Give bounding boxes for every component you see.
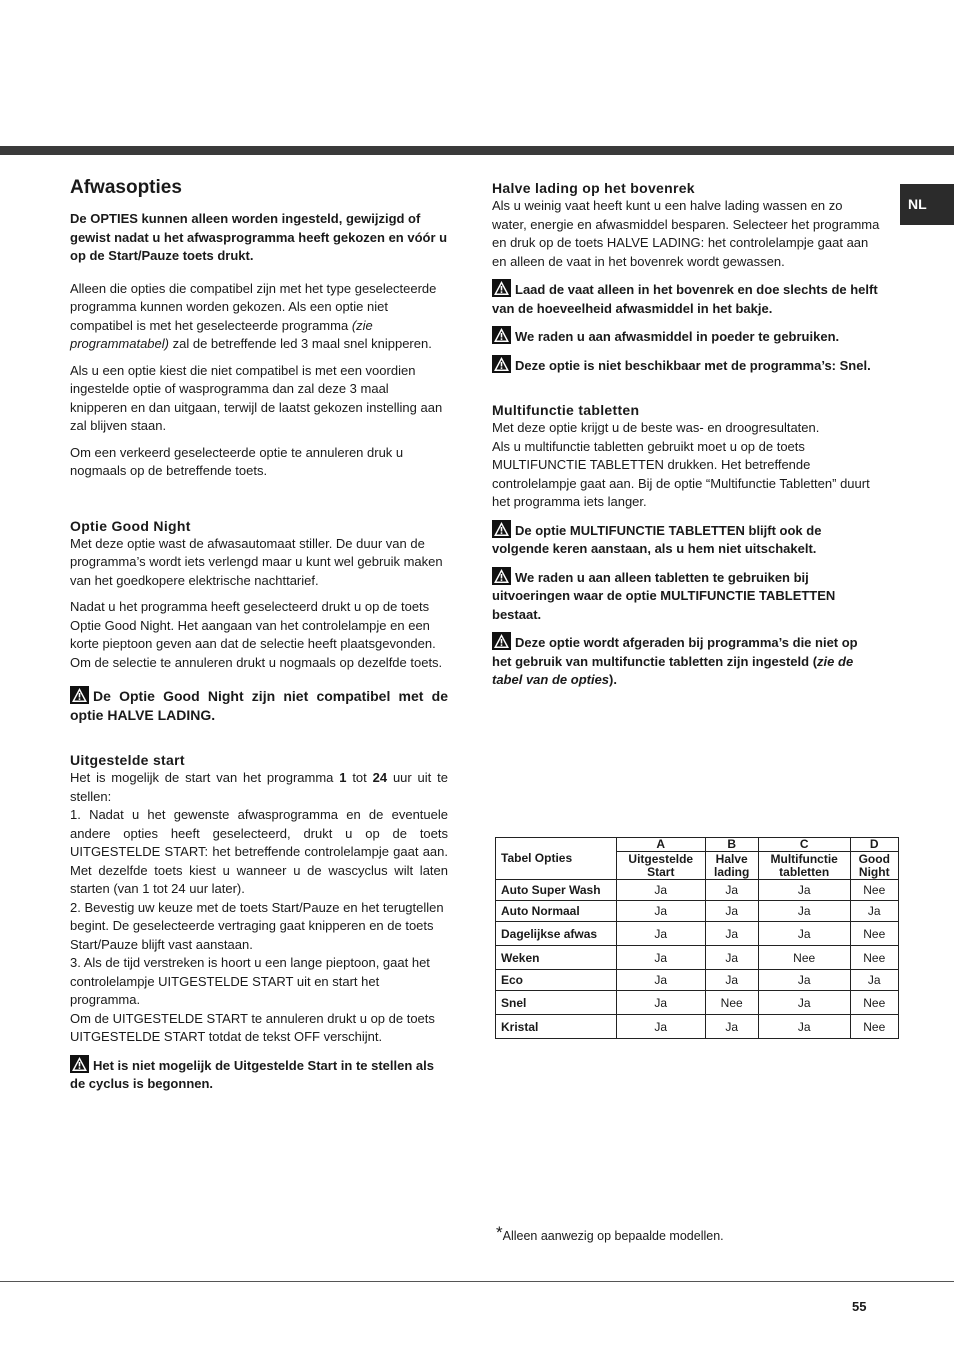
footnote-text: Alleen aanwezig op bepaalde modellen. (502, 1229, 724, 1243)
delayed-start-warning (70, 1055, 448, 1094)
warning-triangle-icon (492, 567, 511, 585)
column-header-line1: Halve (715, 851, 748, 866)
footnote-star: * (496, 1223, 503, 1242)
intro-notice: De OPTIES kunnen alleen worden ingesteld, gewijzigd of gewist nadat u het afwasprogramma heeft gekozen en vóór u op de Start/Pauze toets drukt. (70, 211, 448, 263)
table-cell: Nee (850, 880, 898, 901)
table-cell: Nee (850, 991, 898, 1015)
half-load-warning-3 (492, 355, 880, 376)
right-column (492, 179, 880, 698)
table-corner-label: Tabel Opties (496, 838, 617, 880)
row-program: Dagelijkse afwas (496, 922, 617, 946)
column-header (758, 852, 850, 880)
delayed-start-intro (70, 769, 448, 806)
row-program: Eco (496, 970, 617, 991)
table-cell: Ja (705, 970, 758, 991)
table-cell: Ja (758, 970, 850, 991)
table-cell: Ja (705, 901, 758, 922)
table-cell: Nee (705, 991, 758, 1015)
table-cell: Ja (850, 901, 898, 922)
warning-triangle-icon (70, 686, 89, 704)
column-letter: D (850, 838, 898, 852)
table-row (496, 946, 899, 970)
page-title: Afwasopties (70, 177, 182, 198)
warning-triangle-icon (492, 326, 511, 344)
table-cell: Ja (617, 922, 706, 946)
good-night-heading: Optie Good Night (70, 517, 191, 534)
table-cell: Ja (758, 922, 850, 946)
multi-tabs-body-2: Als u multifunctie tabletten gebruikt moet u op de toets MULTIFUNCTIE TABLETTEN drukken. Het betreffende controlelampje gaat aan. Bij de optie “Multifunctie Tabletten” duurt het programma iets langer. (492, 438, 870, 509)
column-header (850, 852, 898, 880)
delayed-start-step3: 3. Als de tijd verstreken is hoort u een lange pieptoon, gaat het controlelampje UITGESTELDE START uit en start het programma. (70, 955, 430, 1007)
delayed-start-step2: 2. Bevestig uw keuze met de toets Start/Pauze en het terugtellen begint. De geselecteerde vertraging gaat knipperen en de toets Start/Pauze blijft vast aanstaan. (70, 899, 444, 952)
multi-tabs-warning-3-text-b: ). (609, 672, 617, 687)
table-cell: Ja (705, 922, 758, 946)
good-night-warning (70, 686, 448, 725)
column-letter: B (705, 838, 758, 852)
warning-triangle-icon (492, 632, 511, 650)
column-header-line1: Multifunctie (770, 851, 838, 866)
warning-triangle-icon (70, 1055, 89, 1073)
row-program: Snel (496, 991, 617, 1015)
table-cell: Ja (758, 991, 850, 1015)
page-number: 55 (852, 1299, 867, 1314)
multi-tabs-warning-2-text: We raden u aan alleen tabletten te gebruiken bij uitvoeringen waar de optie MULTIFUNCTIE TABLETTEN bestaat. (492, 569, 836, 622)
row-program: Auto Normaal (496, 901, 617, 922)
table-row (496, 901, 899, 922)
column-header-line2: Night (858, 864, 890, 879)
table-cell: Ja (705, 880, 758, 901)
table-row (496, 880, 899, 901)
table-cell: Nee (850, 922, 898, 946)
table-row (496, 970, 899, 991)
half-load-body: Als u weinig vaat heeft kunt u een halve lading wassen en zo water, energie en afwasmiddel besparen. Selecteer het programma en druk op de toets HALVE LADING: het controlelampje gaat aan en alleen de vaat in het bovenrek wordt gewassen. (492, 198, 880, 269)
column-header (705, 852, 758, 880)
table-cell: Ja (850, 970, 898, 991)
table-cell: Ja (617, 946, 706, 970)
half-load-warning-1-text: Laad de vaat alleen in het bovenrek en doe slechts de helft van de hoeveelheid afwasmiddel in het bakje. (492, 282, 878, 316)
delayed-start-cancel: Om de UITGESTELDE START te annuleren drukt u op de toets UITGESTELDE START totdat de tekst OFF verschijnt. (70, 1010, 435, 1044)
column-header-line2: Start (647, 864, 675, 879)
table-cell: Ja (617, 991, 706, 1015)
language-tab: NL (900, 184, 954, 225)
row-program: Auto Super Wash (496, 880, 617, 901)
multi-tabs-heading: Multifunctie tabletten (492, 402, 640, 418)
ds-num-24: 24 (372, 770, 388, 785)
delayed-start-warning-text: Het is niet mogelijk de Uitgestelde Start in te stellen als de cyclus is begonnen. (70, 1057, 434, 1091)
good-night-p2: Nadat u het programma heeft geselecteerd drukt u op de toets Optie Good Night. Het aangaan van het controlelampje en een korte pieptoon geven aan dat de selectie heeft plaatsgevonden. (70, 599, 436, 651)
table-cell: Ja (705, 946, 758, 970)
compat-text-b: zal de betreffende led 3 maal snel knipperen. (172, 336, 432, 351)
table-cell: Ja (617, 970, 706, 991)
good-night-p3: Om de selectie te annuleren drukt u nogmaals op dezelfde toets. (70, 654, 443, 670)
table-cell: Ja (758, 1015, 850, 1039)
delayed-start-body (70, 769, 448, 1047)
table-row (496, 1015, 899, 1039)
column-header-line2: lading (714, 864, 750, 879)
multi-tabs-warning-1 (492, 520, 880, 559)
footnote (496, 1223, 724, 1243)
multi-tabs-warning-3-table-ref: zie de tabel van de opties (492, 653, 854, 687)
warning-triangle-icon (492, 355, 511, 373)
row-program: Weken (496, 946, 617, 970)
options-table (495, 837, 899, 1039)
column-header-line1: Uitgestelde (628, 851, 694, 866)
ds-intro-c: uur uit te stellen: (70, 770, 448, 804)
header-bar (0, 146, 954, 155)
cancel-paragraph: Om een verkeerd geselecteerde optie te annuleren druk u nogmaals op de betreffende toets. (70, 444, 404, 478)
footer-rule (0, 1281, 954, 1282)
table-cell: Ja (617, 1015, 706, 1039)
column-header-line1: Good (858, 851, 890, 866)
column-letter: A (617, 838, 706, 852)
table-row (496, 991, 899, 1015)
compat-paragraph (70, 280, 448, 354)
compat-text-a: Alleen die opties die compatibel zijn met het type geselecteerde programma kunnen worden gekozen. Als een optie niet compatibel is met het geselecteerde programma (70, 280, 437, 333)
row-program: Kristal (496, 1015, 617, 1039)
column-header-line2: tabletten (779, 864, 830, 879)
multi-tabs-warning-2 (492, 567, 880, 625)
left-column (70, 176, 448, 1102)
multi-tabs-body-1: Met deze optie krijgt u de beste was- en droogresultaten. (492, 420, 820, 435)
good-night-p1: Met deze optie wast de afwasautomaat stiller. De duur van de programma’s wordt iets verlengd maar u kunt wel gebruik maken van het goedkopere elektrische nachttarief. (70, 535, 443, 588)
table-cell: Nee (758, 946, 850, 970)
table-cell: Ja (705, 1015, 758, 1039)
table-cell: Ja (617, 901, 706, 922)
table-row (496, 922, 899, 946)
ds-intro-a: Het is mogelijk de start van het programma (70, 770, 334, 785)
table-cell: Ja (758, 901, 850, 922)
incompatible-paragraph: Als u een optie kiest die niet compatibel is met een voordien ingestelde optie of wasprogramma dan zal deze 3 maal knipperen en dan uitgaan, terwijl de laatst gekozen instelling aan zal blijven staan. (70, 362, 443, 433)
warning-triangle-icon (492, 279, 511, 297)
delayed-start-step1: 1. Nadat u het gewenste afwasprogramma en de eventuele andere opties heeft geselecteerd, drukt u op de toets UITGESTELDE START: het betreffende controlelampje gaat aan. Met dezelfde toets kiest u wanneer u de wascyclus wilt laten starten (van 1 tot 24 uur later). (70, 807, 448, 896)
ds-intro-b: tot (352, 770, 367, 785)
good-night-warning-text: De Optie Good Night zijn niet compatibel met de optie HALVE LADING. (70, 688, 448, 723)
multi-tabs-warning-3-text-a: Deze optie wordt afgeraden bij programma’s die niet op het gebruik van multifunctie tabletten zijn ingesteld ( (492, 635, 858, 669)
ds-num-1: 1 (339, 770, 347, 785)
table-cell: Ja (758, 880, 850, 901)
multi-tabs-warning-3 (492, 632, 880, 690)
table-cell: Nee (850, 1015, 898, 1039)
table-cell: Ja (617, 880, 706, 901)
delayed-start-heading: Uitgestelde start (70, 752, 185, 768)
half-load-heading: Halve lading op het bovenrek (492, 180, 695, 196)
half-load-warning-2-text: We raden u aan afwasmiddel in poeder te gebruiken. (515, 329, 840, 344)
half-load-warning-1 (492, 279, 880, 318)
compat-table-ref: (zie programmatabel) (70, 317, 373, 351)
table-cell: Nee (850, 946, 898, 970)
multi-tabs-warning-1-text: De optie MULTIFUNCTIE TABLETTEN blijft ook de volgende keren aanstaan, als u hem niet uitschakelt. (492, 522, 822, 556)
half-load-warning-3-text: Deze optie is niet beschikbaar met de programma’s: Snel. (515, 357, 871, 373)
column-letter: C (758, 838, 850, 852)
half-load-warning-2 (492, 326, 880, 347)
warning-triangle-icon (492, 520, 511, 538)
column-header (617, 852, 706, 880)
